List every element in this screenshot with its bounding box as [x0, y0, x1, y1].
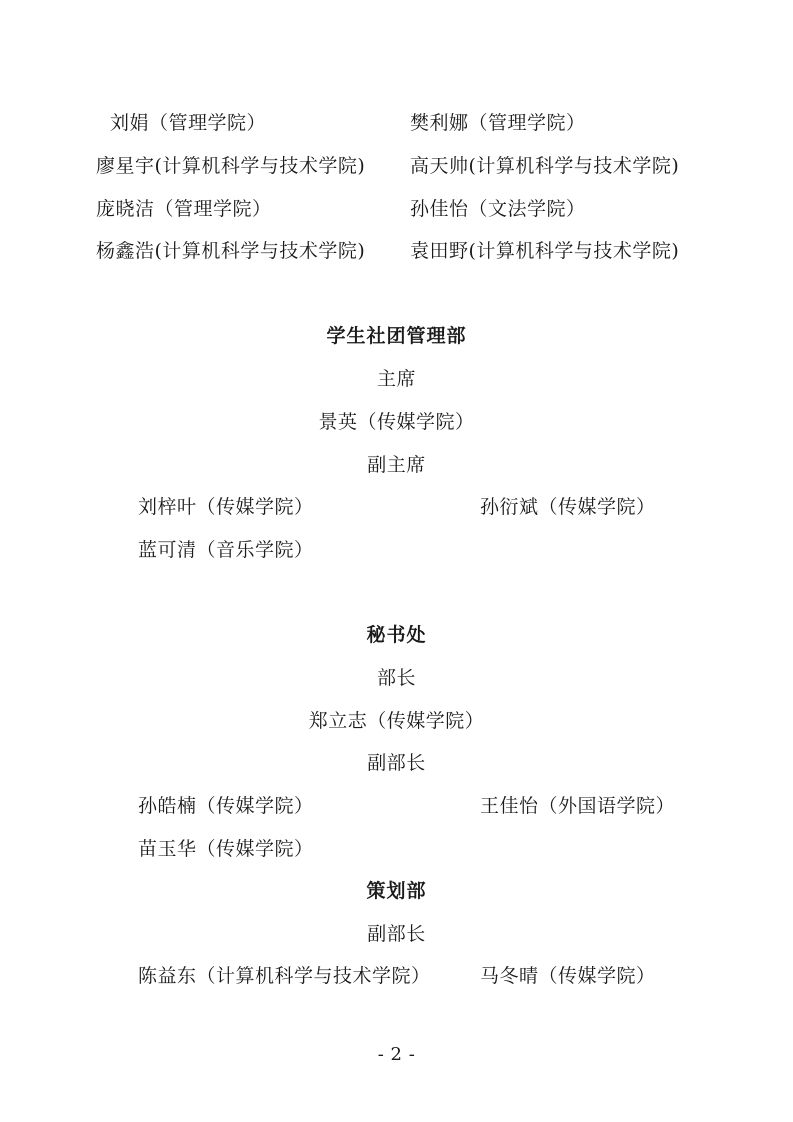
vice-head-name: 王佳怡（外国语学院）	[480, 795, 676, 817]
section-title-club-dept: 学生社团管理部	[326, 325, 467, 347]
page-number: - 2 -	[377, 1044, 416, 1065]
vice-chair-name: 孙衍斌（传媒学院）	[480, 496, 656, 518]
role-label-vice-head: 副部长	[367, 752, 426, 774]
section-title-secretariat: 秘书处	[366, 624, 427, 646]
vice-chair-name: 蓝可清（音乐学院）	[138, 539, 314, 561]
vice-chair-name: 刘梓叶（传媒学院）	[138, 496, 314, 518]
role-label-head: 部长	[376, 667, 416, 689]
vice-head-name: 孙皓楠（传媒学院）	[138, 795, 314, 817]
member-name: 庞晓洁（管理学院）	[96, 198, 272, 220]
member-name: 高天帅(计算机科学与技术学院)	[410, 155, 680, 177]
role-label-vice-head: 副部长	[367, 923, 426, 945]
vice-head-name: 陈益东（计算机科学与技术学院）	[138, 965, 431, 987]
role-label-chair: 主席	[376, 368, 416, 390]
role-label-vice-chair: 副主席	[367, 454, 426, 476]
head-name: 郑立志（传媒学院）	[308, 710, 485, 732]
vice-head-name: 马冬晴（传媒学院）	[480, 965, 656, 987]
member-name: 孙佳怡（文法学院）	[410, 198, 586, 220]
section-title-planning: 策划部	[366, 880, 427, 902]
vice-head-name: 苗玉华（传媒学院）	[138, 838, 314, 860]
chair-name: 景英（传媒学院）	[318, 411, 475, 433]
member-name: 刘娟（管理学院）	[110, 112, 267, 134]
member-name: 杨鑫浩(计算机科学与技术学院)	[96, 240, 366, 262]
member-name: 廖星宇(计算机科学与技术学院)	[96, 155, 366, 177]
member-name: 樊利娜（管理学院）	[410, 112, 586, 134]
member-name: 袁田野(计算机科学与技术学院)	[410, 240, 680, 262]
